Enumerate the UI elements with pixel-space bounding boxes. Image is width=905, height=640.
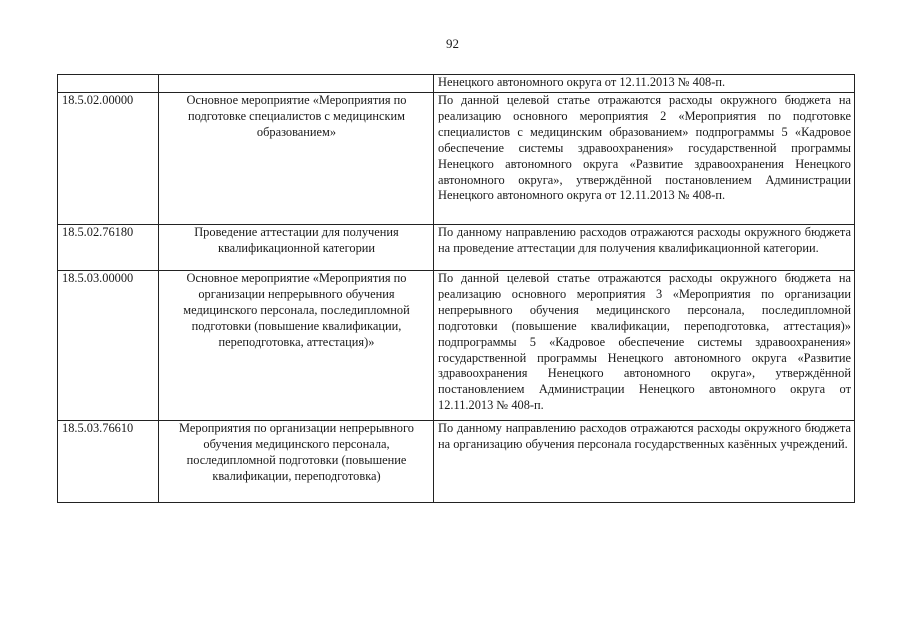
target-article-description: По данной целевой статье отражаются расходы окружного бюджета на реализацию основного мероприятия 2 «Мероприятия по подготовке специалистов с медицинским образованием» подпрограммы 5 «Кадровое обеспечение системы здравоохранения» государственной программы Ненецкого автономного округа «Развитие здравоохранения Ненецкого автономного округа», утверждённой постановлением Администрации Ненецкого автономного округа от 12.11.2013 № 408-п. (434, 93, 855, 225)
target-article-code: 18.5.03.00000 (58, 271, 159, 421)
target-article-code (58, 75, 159, 93)
target-article-name: Основное мероприятие «Мероприятия по организации непрерывного обучения медицинского персонала, последипломной подготовки (повышение квалификации, переподготовка, аттестация)» (159, 271, 434, 421)
table-row (58, 225, 855, 271)
target-article-name (159, 75, 434, 93)
target-article-code: 18.5.02.76180 (58, 225, 159, 271)
target-article-code: 18.5.02.00000 (58, 93, 159, 225)
target-article-description: По данному направлению расходов отражаются расходы окружного бюджета на проведение аттестации для получения квалификационной категории. (434, 225, 855, 271)
table-row (58, 421, 855, 503)
target-article-description: Ненецкого автономного округа от 12.11.2013 № 408-п. (434, 75, 855, 93)
table-row (58, 271, 855, 421)
target-article-name: Основное мероприятие «Мероприятия по подготовке специалистов с медицинским образованием» (159, 93, 434, 225)
target-article-code: 18.5.03.76610 (58, 421, 159, 503)
budget-classification-table (57, 74, 855, 503)
table-row (58, 93, 855, 225)
target-article-name: Мероприятия по организации непрерывного обучения медицинского персонала, последипломной подготовки (повышение квалификации, переподготовка) (159, 421, 434, 503)
page-number: 92 (446, 36, 459, 51)
target-article-description: По данной целевой статье отражаются расходы окружного бюджета на реализацию основного мероприятия 3 «Мероприятия по организации непрерывного обучения медицинского персонала, последипломной подготовки (повышение квалификации, переподготовка, аттестация)» подпрограммы 5 «Кадровое обеспечение системы здравоохранения» государственной программы Ненецкого автономного округа «Развитие здравоохранения Ненецкого автономного округа», утверждённой постановлением Администрации Ненецкого автономного округа от 12.11.2013 № 408-п. (434, 271, 855, 421)
target-article-description: По данному направлению расходов отражаются расходы окружного бюджета на организацию обучения персонала государственных казённых учреждений. (434, 421, 855, 503)
target-article-name: Проведение аттестации для получения квалификационной категории (159, 225, 434, 271)
table-row (58, 75, 855, 93)
